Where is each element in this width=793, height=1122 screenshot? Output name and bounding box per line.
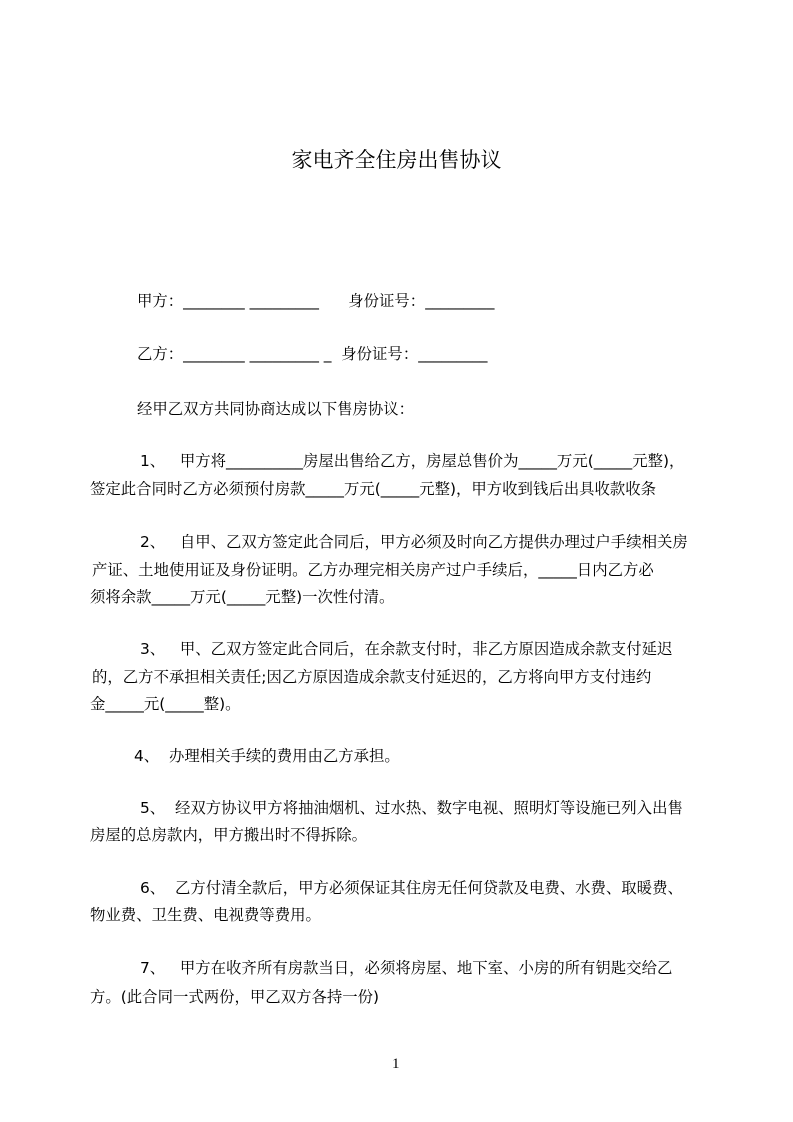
clause-1-line-2: 签定此合同时乙方必须预付房款_____万元(_____元整)，甲方收到钱后出具收款收条	[90, 480, 657, 498]
clause-2-line-3: 须将余款_____万元(_____元整)一次性付清。	[90, 588, 395, 606]
clause-7-line-2: 方。(此合同一式两份，甲乙双方各持一份)	[90, 988, 380, 1006]
clause-5-line-2: 房屋的总房款内，甲方搬出时不得拆除。	[90, 826, 368, 844]
clause-1-line-1: 1、 甲方将__________房屋出售给乙方，房屋总售价为_____万元(_____元整)，	[140, 452, 685, 470]
clause-5-line-1: 5、 经双方协议甲方将抽油烟机、过水热、数字电视、照明灯等设施已列入出售	[140, 799, 683, 817]
clause-3-line-2: 的，乙方不承担相关责任;因乙方原因造成余款支付延迟的，乙方将向甲方支付违约	[92, 668, 652, 686]
clause-4-line-1: 4、 办理相关手续的费用由乙方承担。	[134, 747, 400, 765]
clause-6-line-1: 6、 乙方付清全款后，甲方必须保证其住房无任何贷款及电费、水费、取暖费、	[140, 879, 683, 897]
party-b-line: 乙方：________ _________ _ 身份证号：_________	[137, 345, 488, 363]
party-a-line: 甲方：________ _________ 身份证号：_________	[137, 292, 495, 310]
clause-3-line-3: 金_____元(_____整)。	[90, 695, 241, 713]
document-title: 家电齐全住房出售协议	[291, 148, 502, 172]
clause-2-line-2: 产证、土地使用证及身份证明。乙方办理完相关房产过户手续后，_____日内乙方必	[92, 561, 654, 579]
clause-3-line-1: 3、 甲、乙双方签定此合同后，在余款支付时，非乙方原因造成余款支付延迟	[140, 640, 673, 658]
clause-6-line-2: 物业费、卫生费、电视费等费用。	[90, 906, 321, 924]
clause-2-line-1: 2、 自甲、乙双方签定此合同后，甲方必须及时向乙方提供办理过户手续相关房	[140, 533, 688, 551]
page-number: 1	[392, 1056, 400, 1072]
clause-7-line-1: 7、 甲方在收齐所有房款当日，必须将房屋、地下室、小房的所有钥匙交给乙	[140, 959, 673, 977]
intro-text: 经甲乙双方共同协商达成以下售房协议：	[137, 400, 415, 418]
